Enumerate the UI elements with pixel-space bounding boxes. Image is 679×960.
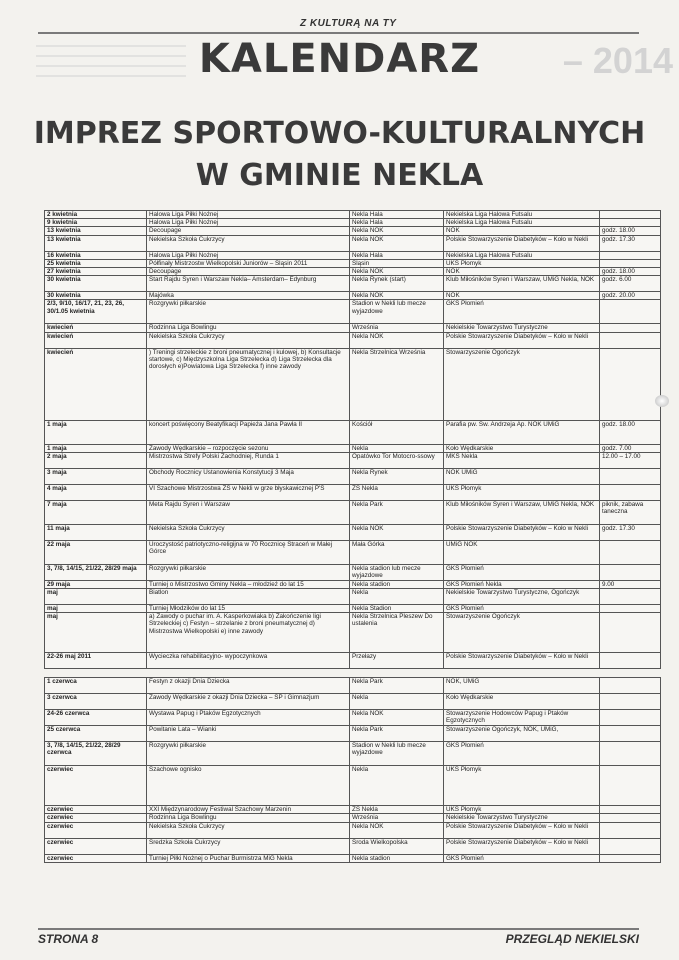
event-name: Halowa Liga Piłki Nożnej — [147, 251, 350, 259]
event-time — [600, 332, 661, 348]
event-time — [600, 726, 661, 742]
event-name: Mistrzostwa Strefy Polski Zachodniej, Runda 1 — [147, 452, 350, 468]
event-time — [600, 613, 661, 653]
page-number: STRONA 8 — [38, 932, 99, 946]
table-row — [45, 500, 661, 524]
event-organizer: Polskie Stowarzyszenie Diabetyków – Koło w Nekli — [444, 653, 600, 669]
event-place: Nekla Strzelnica Pleszew Do ustalenia — [350, 613, 444, 653]
event-place: Nekla Rynek — [350, 468, 444, 484]
event-time — [600, 694, 661, 710]
event-date: 3, 7/8, 14/15, 21/22, 28/29 czerwca — [45, 742, 147, 766]
event-time — [600, 838, 661, 854]
event-organizer: Polskie Stowarzyszenie Diabetyków – Koło w Nekli — [444, 822, 600, 838]
event-name: Halowa Liga Piłki Nożnej — [147, 211, 350, 219]
table-row — [45, 589, 661, 605]
event-place: Nekla NOK — [350, 822, 444, 838]
event-time: godz. 18.00 — [600, 227, 661, 235]
event-time — [600, 854, 661, 862]
event-date: 29 maja — [45, 580, 147, 588]
event-place: Nekla Strzelnica Września — [350, 348, 444, 420]
event-time — [600, 766, 661, 806]
event-name: Meta Rajdu Syren i Warszaw — [147, 500, 350, 524]
event-time — [600, 251, 661, 259]
event-name: Szachowe ognisko — [147, 766, 350, 806]
table-row — [45, 605, 661, 613]
events-table-june — [44, 677, 661, 863]
event-organizer: GKS Płomień — [444, 854, 600, 862]
event-organizer: UKS Płomyk — [444, 766, 600, 806]
event-place: Kościół — [350, 420, 444, 444]
event-place: Nekla — [350, 694, 444, 710]
event-name: Rozgrywki piłkarskie — [147, 564, 350, 580]
event-time: godz. 17.30 — [600, 235, 661, 251]
event-date: 9 kwietnia — [45, 219, 147, 227]
event-organizer: UKS Płomyk — [444, 484, 600, 500]
event-name: ) Treningi strzeleckie z broni pneumatycznej i kulowej, b) Konsultacje startowe, c) Międzyszkolna Liga Strzelecka d) Liga Strzelecka dla dorosłych e)Powiatowa Liga Strzelecka f) inne zawody — [147, 348, 350, 420]
event-date: 24-26 czerwca — [45, 710, 147, 726]
event-organizer: Nekielska Liga Halowa Futsalu — [444, 219, 600, 227]
event-place: Nekla Hala — [350, 219, 444, 227]
table-row — [45, 766, 661, 806]
events-table-april-may — [44, 210, 661, 669]
table-row — [45, 348, 661, 420]
event-name: Zawody Wędkarskie – rozpoczęcie sezonu — [147, 444, 350, 452]
event-organizer: Polskie Stowarzyszenie Diabetyków – Koło w Nekli — [444, 838, 600, 854]
table-row — [45, 268, 661, 276]
event-organizer: NOK — [444, 227, 600, 235]
event-organizer: GKS Płomień — [444, 742, 600, 766]
event-place: Nekla stadion — [350, 854, 444, 862]
event-date: 25 czerwca — [45, 726, 147, 742]
event-place: Nekla NOK — [350, 524, 444, 540]
pushpin-mark — [655, 395, 669, 407]
event-date: czerwiec — [45, 814, 147, 822]
event-organizer: Stowarzyszenie Ogończyk — [444, 613, 600, 653]
event-name: Rozgrywki piłkarskie — [147, 742, 350, 766]
event-name: koncert poświęcony Beatyfikacji Papieża Jana Pawła II — [147, 420, 350, 444]
event-time: godz. 20.00 — [600, 292, 661, 300]
event-time — [600, 605, 661, 613]
event-name: Turniej o Mistrzostwo Gminy Nekla – młodzież do lat 15 — [147, 580, 350, 588]
event-organizer: Nekielska Liga Halowa Futsalu — [444, 211, 600, 219]
table-row — [45, 540, 661, 564]
table-row — [45, 444, 661, 452]
event-name: Turniej Piłki Nożnej o Puchar Burmistrza MiG Nekla — [147, 854, 350, 862]
event-name: Turniej Młodzików do lat 15 — [147, 605, 350, 613]
event-date: czerwiec — [45, 838, 147, 854]
event-organizer: UMiG NOK — [444, 540, 600, 564]
table-row — [45, 653, 661, 669]
event-date: 1 czerwca — [45, 678, 147, 694]
table-row — [45, 726, 661, 742]
page-subtitle-line2: W GMINIE NEKLA — [195, 158, 484, 193]
event-date: 13 kwietnia — [45, 227, 147, 235]
table-row — [45, 524, 661, 540]
event-name: Uroczystość patriotyczno-religijna w 70 Rocznicę Straceń w Małej Górce — [147, 540, 350, 564]
event-date: kwiecień — [45, 332, 147, 348]
event-organizer: NOK UMiG — [444, 468, 600, 484]
event-organizer: GKS Płomień Nekla — [444, 580, 600, 588]
event-date: 7 maja — [45, 500, 147, 524]
event-time — [600, 742, 661, 766]
event-name: Nekielska Szkoła Cukrzycy — [147, 524, 350, 540]
table-row — [45, 694, 661, 710]
table-row — [45, 420, 661, 444]
event-name: XXI Międzynarodowy Festiwal Szachowy Marzenin — [147, 806, 350, 814]
event-place: Nekla NOK — [350, 235, 444, 251]
event-name: Wycieczka rehabilitacyjno- wypoczynkowa — [147, 653, 350, 669]
event-place: Mała Górka — [350, 540, 444, 564]
table-row — [45, 332, 661, 348]
event-organizer: Koło Wędkarskie — [444, 694, 600, 710]
event-organizer: Polskie Stowarzyszenie Diabetyków – Koło w Nekli — [444, 235, 600, 251]
event-organizer: Stowarzyszenie Ogończyk, NOK, UMiG, — [444, 726, 600, 742]
event-date: 22-26 maj 2011 — [45, 653, 147, 669]
event-organizer: Klub Miłośników Syren i Warszaw, UMiG Nekla, NOK — [444, 276, 600, 292]
table-row — [45, 259, 661, 267]
event-organizer: NOK — [444, 268, 600, 276]
table-row — [45, 292, 661, 300]
event-name: Decoupage — [147, 227, 350, 235]
event-place: Nekla — [350, 589, 444, 605]
event-organizer: NOK, UMiG — [444, 678, 600, 694]
event-place: Przełazy — [350, 653, 444, 669]
event-place: Nekla — [350, 444, 444, 452]
event-time: 9.00 — [600, 580, 661, 588]
event-date: 2 maja — [45, 452, 147, 468]
event-time — [600, 219, 661, 227]
event-place: Nekla Park — [350, 500, 444, 524]
table-row — [45, 235, 661, 251]
table-row — [45, 580, 661, 588]
event-organizer: GKS Płomień — [444, 300, 600, 324]
table-row — [45, 814, 661, 822]
event-name: Halowa Liga Piłki Nożnej — [147, 219, 350, 227]
event-place: Września — [350, 324, 444, 332]
event-time — [600, 300, 661, 324]
event-place: Września — [350, 814, 444, 822]
event-time — [600, 468, 661, 484]
event-organizer: UKS Płomyk — [444, 259, 600, 267]
event-place: Nekla Stadion — [350, 605, 444, 613]
bleed-through-text: – 2014 — [562, 40, 673, 81]
event-date: kwiecień — [45, 324, 147, 332]
event-name: Festyn z okazji Dnia Dziecka — [147, 678, 350, 694]
event-name: Wystawa Papug i Ptaków Egzotycznych — [147, 710, 350, 726]
event-name: Rodzinna Liga Bowlingu — [147, 814, 350, 822]
table-row — [45, 484, 661, 500]
event-organizer: Nekielskie Towarzystwo Turystyczne — [444, 324, 600, 332]
event-organizer: Polskie Stowarzyszenie Diabetyków – Koło w Nekli — [444, 332, 600, 348]
event-time: godz. 18.00 — [600, 268, 661, 276]
event-name: Zawody Wędkarskie z okazji Dnia Dziecka – SP i Gimnazjum — [147, 694, 350, 710]
event-name: a) Zawody o puchar im. A. Kasperkowiaka b) Zakończenie ligi Strzeleckiej c) Festyn – strzelanie z broni pneumatycznej d) Mistrzostwa Wielkopolski e) inne zawody — [147, 613, 350, 653]
event-time — [600, 259, 661, 267]
event-place: Nekla Park — [350, 678, 444, 694]
event-date: 3 maja — [45, 468, 147, 484]
event-place: Śląsin — [350, 259, 444, 267]
event-place: Nekla Park — [350, 726, 444, 742]
event-time — [600, 564, 661, 580]
event-time — [600, 540, 661, 564]
event-date: 1 maja — [45, 444, 147, 452]
event-date: 2/3, 9/10, 16/17, 21, 23, 26, 30/1.05 kwietnia — [45, 300, 147, 324]
table-row — [45, 251, 661, 259]
event-date: 3 czerwca — [45, 694, 147, 710]
event-organizer: Koło Wędkarskie — [444, 444, 600, 452]
event-date: 27 kwietnia — [45, 268, 147, 276]
event-date: czerwiec — [45, 822, 147, 838]
table-row — [45, 324, 661, 332]
table-row — [45, 564, 661, 580]
event-time: piknik, zabawa taneczna — [600, 500, 661, 524]
table-row — [45, 806, 661, 814]
event-name: Majówka — [147, 292, 350, 300]
event-organizer: GKS Płomień — [444, 564, 600, 580]
table-row — [45, 300, 661, 324]
event-organizer: UKS Płomyk — [444, 806, 600, 814]
event-organizer: Stowarzyszenie Ogończyk — [444, 348, 600, 420]
event-name: Nekielska Szkoła Cukrzycy — [147, 235, 350, 251]
event-name: Średzka Szkoła Cukrzycy — [147, 838, 350, 854]
event-date: 13 kwietnia — [45, 235, 147, 251]
event-date: kwiecień — [45, 348, 147, 420]
events-calendar — [44, 210, 660, 863]
event-name: Powitanie Lata – Wianki — [147, 726, 350, 742]
event-place: Nekla NOK — [350, 332, 444, 348]
event-place: Nekla NOK — [350, 710, 444, 726]
table-row — [45, 211, 661, 219]
event-date: 16 kwietnia — [45, 251, 147, 259]
table-row — [45, 219, 661, 227]
event-organizer: Nekielskie Towarzystwo Turystyczne, Ogończyk — [444, 589, 600, 605]
event-date: 22 maja — [45, 540, 147, 564]
event-date: maj — [45, 605, 147, 613]
event-time — [600, 484, 661, 500]
event-organizer: Nekielskie Towarzystwo Turystyczne — [444, 814, 600, 822]
event-organizer: Polskie Stowarzyszenie Diabetyków – Koło w Nekli — [444, 524, 600, 540]
table-row — [45, 822, 661, 838]
event-place: Nekla Hala — [350, 251, 444, 259]
event-date: 2 kwietnia — [45, 211, 147, 219]
event-date: maj — [45, 613, 147, 653]
event-name: VI Szachowe Mistrzostwa ZS w Nekli w grze błyskawicznej P'S — [147, 484, 350, 500]
table-row — [45, 854, 661, 862]
event-time — [600, 710, 661, 726]
event-name: Obchody Rocznicy Ustanowienia Konstytucji 3 Maja — [147, 468, 350, 484]
event-date: 4 maja — [45, 484, 147, 500]
event-date: 3, 7/8, 14/15, 21/22, 28/29 maja — [45, 564, 147, 580]
event-date: czerwiec — [45, 766, 147, 806]
event-date: maj — [45, 589, 147, 605]
event-place: Stadion w Nekli lub mecze wyjazdowe — [350, 742, 444, 766]
event-place: Nekla NOK — [350, 227, 444, 235]
event-date: czerwiec — [45, 806, 147, 814]
event-name: Nekielska Szkoła Cukrzycy — [147, 332, 350, 348]
event-time — [600, 806, 661, 814]
event-time: godz. 17.30 — [600, 524, 661, 540]
event-name: Rozgrywki piłkarskie — [147, 300, 350, 324]
event-place: Środa Wielkopolska — [350, 838, 444, 854]
event-place: ZS Nekla — [350, 806, 444, 814]
event-place: ZS Nekla — [350, 484, 444, 500]
event-place: Stadion w Nekli lub mecze wyjazdowe — [350, 300, 444, 324]
event-place: Nekla — [350, 766, 444, 806]
event-time — [600, 678, 661, 694]
table-row — [45, 452, 661, 468]
event-place: Opatówko Tor Motocro-ssowy — [350, 452, 444, 468]
event-organizer: MKS Nekla — [444, 452, 600, 468]
publication-name: PRZEGLĄD NEKIELSKI — [505, 932, 639, 946]
event-organizer: Parafia pw. Św. Andrzeja Ap. NOK UMiG — [444, 420, 600, 444]
event-organizer: Stowarzyszenie Hodowców Papug i Ptaków Egzotycznych — [444, 710, 600, 726]
event-name: Nekielska Szkoła Cukrzycy — [147, 822, 350, 838]
event-place: Nekla NOK — [350, 292, 444, 300]
event-time — [600, 211, 661, 219]
table-row — [45, 227, 661, 235]
event-date: czerwiec — [45, 854, 147, 862]
event-time — [600, 324, 661, 332]
event-place: Nekla Hala — [350, 211, 444, 219]
event-place: Nekla Rynek (start) — [350, 276, 444, 292]
event-place: Nekla stadion lub mecze wyjazdowe — [350, 564, 444, 580]
table-row — [45, 678, 661, 694]
event-name: Start Rajdu Syren i Warszaw Nekla– Amsterdam– Edynburg — [147, 276, 350, 292]
event-time: godz. 18.00 — [600, 420, 661, 444]
event-time: godz. 7.00 — [600, 444, 661, 452]
page-title: KALENDARZ — [198, 36, 481, 82]
table-row — [45, 742, 661, 766]
event-time: 12.00 – 17.00 — [600, 452, 661, 468]
event-time: godz. 6.00 — [600, 276, 661, 292]
event-time — [600, 348, 661, 420]
event-time — [600, 653, 661, 669]
event-place: Nekla stadion — [350, 580, 444, 588]
event-organizer: Nekielska Liga Halowa Futsalu — [444, 251, 600, 259]
event-date: 30 kwietnia — [45, 292, 147, 300]
event-date: 25 kwietnia — [45, 259, 147, 267]
event-name: Półfinały Mistrzostw Wielkopolski Juniorów – Śląsin 2011 — [147, 259, 350, 267]
event-organizer: Klub Miłośników Syren i Warszaw, UMiG Nekla, NOK — [444, 500, 600, 524]
table-row — [45, 468, 661, 484]
event-name: Rodzinna Liga Bowlingu — [147, 324, 350, 332]
section-tag: Z KULTURĄ NA TY — [300, 18, 397, 29]
event-organizer: GKS Płomień — [444, 605, 600, 613]
event-organizer: NOK — [444, 292, 600, 300]
event-name: Decoupage — [147, 268, 350, 276]
event-time — [600, 822, 661, 838]
table-row — [45, 276, 661, 292]
event-place: Nekla NOK — [350, 268, 444, 276]
event-time — [600, 814, 661, 822]
page-subtitle-line1: IMPREZ SPORTOWO-KULTURALNYCH — [33, 116, 646, 151]
event-date: 30 kwietnia — [45, 276, 147, 292]
event-time — [600, 589, 661, 605]
event-date: 11 maja — [45, 524, 147, 540]
table-row — [45, 838, 661, 854]
event-name: Biatlon — [147, 589, 350, 605]
event-date: 1 maja — [45, 420, 147, 444]
table-row — [45, 613, 661, 653]
table-row — [45, 710, 661, 726]
